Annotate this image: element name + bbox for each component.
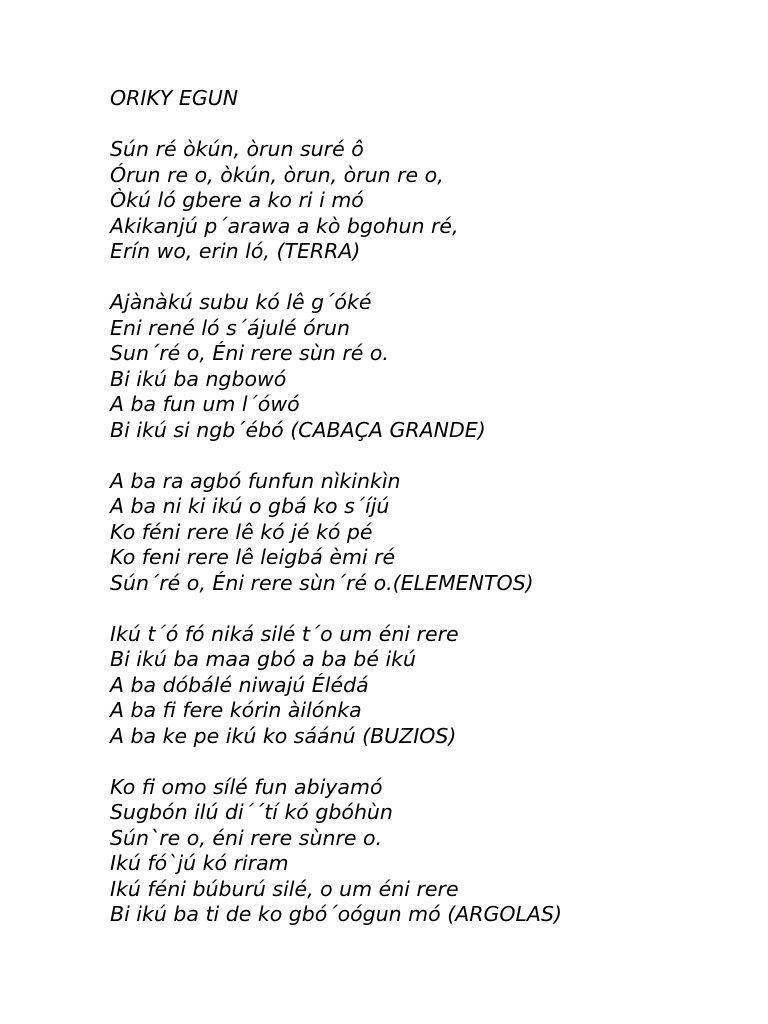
verse-line: A ba ra agbó funfun nìkinkìn bbox=[110, 468, 401, 493]
verse-line: A ba ke pe ikú ko sáánú (BUZIOS) bbox=[110, 723, 457, 748]
verse-line: Bi ikú ba maa gbó a ba bé ikú bbox=[110, 647, 417, 671]
verse-line: Bi ikú si ngb´ébó (CABAÇA GRANDE) bbox=[110, 417, 486, 442]
stanza bbox=[110, 469, 750, 597]
verse-line: Bi ikú ba ngbowó bbox=[110, 366, 287, 391]
verse-line: Ko feni rere lê leigbá èmi ré bbox=[110, 545, 396, 569]
verse-line: Órun re o, òkún, òrun, òrun re o, bbox=[110, 162, 444, 187]
verse-line: A ba fun um l´ówó bbox=[110, 392, 300, 416]
verse-line: A ba ni ki ikú o gbá ko s´íjú bbox=[110, 494, 390, 518]
document-page bbox=[110, 86, 750, 928]
stanza bbox=[110, 290, 750, 443]
verse-line: Ikú féni búburú silé, o um éni rere bbox=[110, 876, 459, 901]
verse-line: Sugbón ilú di´´tí kó gbóhùn bbox=[110, 800, 393, 824]
verse-line: Ko féni rere lê kó jé kó pé bbox=[110, 519, 373, 544]
verse-line: Ikú t´ó fó niká silé t´o um éni rere bbox=[110, 621, 459, 646]
verse-line: Òkú ló gbere a ko ri i mó bbox=[110, 188, 364, 212]
verse-line: Sun´ré o, Éni rere sùn ré o. bbox=[110, 341, 389, 365]
verse-line: Erín wo, erin ló, (TERRA) bbox=[110, 239, 361, 263]
verse-line: Ikú fó`jú kó riram bbox=[110, 851, 289, 875]
stanza bbox=[110, 622, 750, 750]
verse-line: A ba dóbálé niwajú Élédá bbox=[110, 672, 369, 697]
document-title: ORIKY EGUN bbox=[110, 86, 239, 110]
verse-line: Sún´ré o, Éni rere sùn´ré o.(ELEMENTOS) bbox=[110, 570, 534, 595]
stanza-list bbox=[110, 137, 750, 928]
stanza bbox=[110, 137, 750, 265]
stanza bbox=[110, 775, 750, 928]
verse-line: Eni rené ló s´ájulé órun bbox=[110, 315, 351, 340]
verse-line: Sún ré òkún, òrun suré ô bbox=[110, 137, 364, 161]
verse-line: Bi ikú ba ti de ko gbó´oógun mó (ARGOLAS) bbox=[110, 902, 562, 926]
verse-line: Akikanjú p´arawa a kò bgohun ré, bbox=[110, 213, 459, 238]
verse-line: Ajànàkú subu kó lê g´óké bbox=[110, 290, 372, 314]
verse-line: Sún`re o, éni rere sùnre o. bbox=[110, 825, 383, 850]
verse-line: A ba fi fere kórin àilónka bbox=[110, 698, 362, 722]
verse-line: Ko fi omo sílé fun abiyamó bbox=[110, 774, 383, 799]
